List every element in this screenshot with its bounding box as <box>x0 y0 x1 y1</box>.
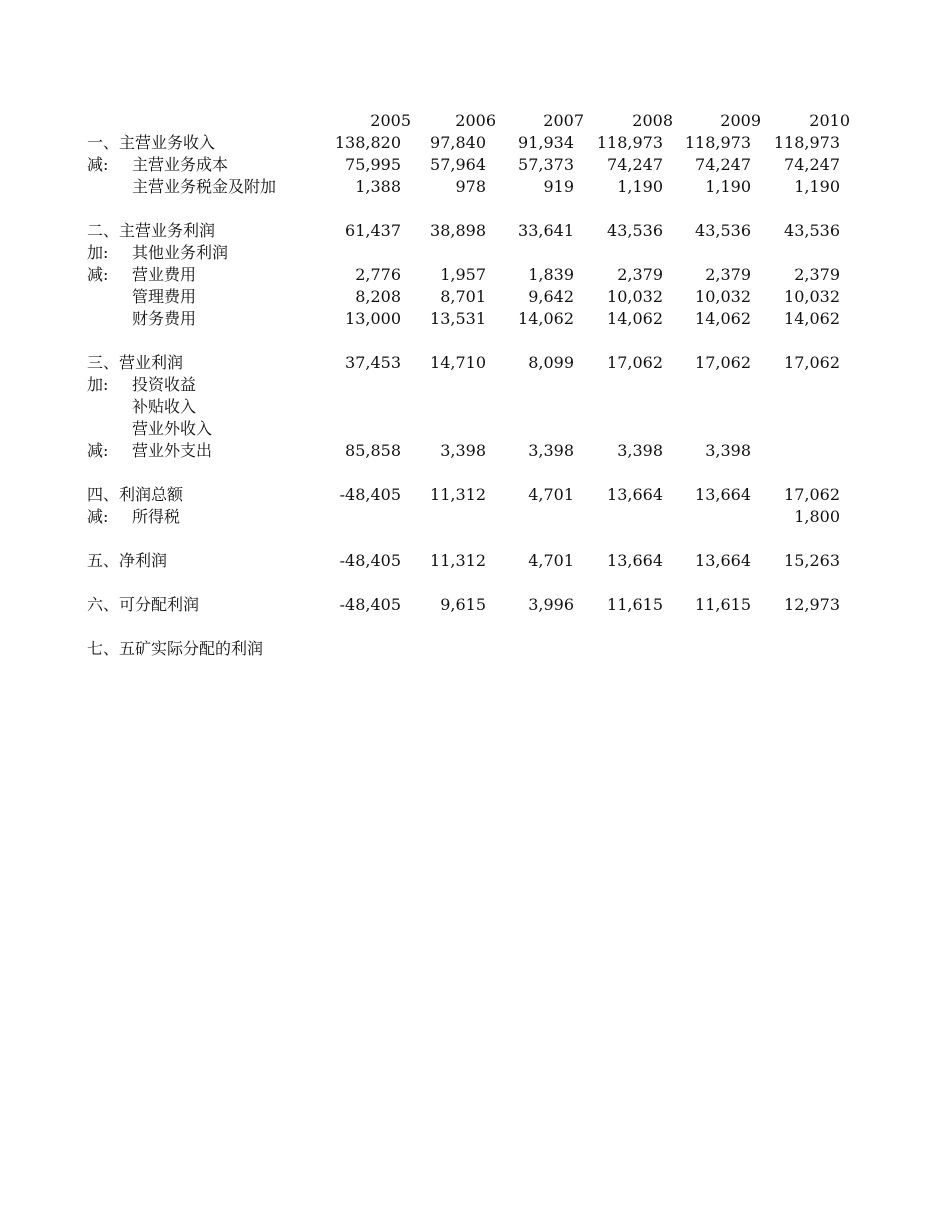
value-cell-2006: 97,840 <box>430 133 486 152</box>
row-label: 二、主营业务利润 <box>87 221 216 240</box>
value-cell-2005: 8,208 <box>355 287 401 306</box>
value-cell-2008: 74,247 <box>607 155 663 174</box>
year-header-2008: 2008 <box>632 111 673 130</box>
statement-row <box>0 286 950 308</box>
value-cell-2005: 75,995 <box>345 155 401 174</box>
row-label: 三、营业利润 <box>87 353 184 372</box>
value-cell-2009: 13,664 <box>695 485 751 504</box>
statement-row <box>0 396 950 418</box>
statement-row <box>0 242 950 264</box>
row-label: 七、五矿实际分配的利润 <box>87 639 264 658</box>
row-label: 营业外支出 <box>132 441 213 460</box>
statement-row <box>0 176 950 198</box>
value-cell-2008: 43,536 <box>607 221 663 240</box>
value-cell-2010: 14,062 <box>784 309 840 328</box>
value-cell-2010 <box>730 418 840 440</box>
row-prefix: 加: <box>87 375 109 394</box>
statement-row <box>0 132 950 154</box>
statement-row <box>0 374 950 396</box>
statement-row <box>0 484 950 506</box>
value-cell-2005: 1,388 <box>355 177 401 196</box>
value-cell-2010 <box>730 440 840 462</box>
value-cell-2005: 138,820 <box>334 133 401 152</box>
row-prefix: 减: <box>87 155 109 174</box>
value-cell-2010: 118,973 <box>773 133 840 152</box>
value-cell-2005: 13,000 <box>345 309 401 328</box>
value-cell-2006: 38,898 <box>430 221 486 240</box>
value-cell-2005: 2,776 <box>355 265 401 284</box>
value-cell-2006: 11,312 <box>430 485 486 504</box>
value-cell-2006: 978 <box>455 177 486 196</box>
value-cell-2010: 17,062 <box>784 353 840 372</box>
value-cell-2010: 12,973 <box>784 595 840 614</box>
row-label: 五、净利润 <box>87 551 168 570</box>
statement-row <box>0 638 950 660</box>
value-cell-2010: 2,379 <box>794 265 840 284</box>
year-header-2006: 2006 <box>455 111 496 130</box>
value-cell-2009: 10,032 <box>695 287 751 306</box>
value-cell-2010 <box>730 242 840 264</box>
value-cell-2005: -48,405 <box>339 551 401 570</box>
row-prefix: 减: <box>87 265 109 284</box>
row-label: 其他业务利润 <box>132 243 229 262</box>
value-cell-2010 <box>730 396 840 418</box>
value-cell-2007: 8,099 <box>528 353 574 372</box>
value-cell-2005: -48,405 <box>339 485 401 504</box>
value-cell-2007: 14,062 <box>518 309 574 328</box>
value-cell-2008: 1,190 <box>617 177 663 196</box>
value-cell-2007: 4,701 <box>528 485 574 504</box>
value-cell-2009: 74,247 <box>695 155 751 174</box>
value-cell-2008: 13,664 <box>607 551 663 570</box>
value-cell-2010: 43,536 <box>784 221 840 240</box>
row-label: 所得税 <box>132 507 181 526</box>
row-label: 管理费用 <box>132 287 197 306</box>
year-header-2005: 2005 <box>370 111 411 130</box>
value-cell-2006: 1,957 <box>440 265 486 284</box>
statement-row <box>0 154 950 176</box>
year-header-2009: 2009 <box>720 111 761 130</box>
value-cell-2008: 2,379 <box>617 265 663 284</box>
value-cell-2007: 33,641 <box>518 221 574 240</box>
value-cell-2008: 10,032 <box>607 287 663 306</box>
value-cell-2007: 3,996 <box>528 595 574 614</box>
value-cell-2009: 11,615 <box>695 595 751 614</box>
value-cell-2006: 9,615 <box>440 595 486 614</box>
row-label: 补贴收入 <box>132 397 197 416</box>
value-cell-2007: 3,398 <box>528 441 574 460</box>
value-cell-2009: 13,664 <box>695 551 751 570</box>
value-cell-2008: 13,664 <box>607 485 663 504</box>
value-cell-2005: -48,405 <box>339 595 401 614</box>
value-cell-2006: 13,531 <box>430 309 486 328</box>
row-label: 营业费用 <box>132 265 197 284</box>
value-cell-2009: 43,536 <box>695 221 751 240</box>
row-label: 六、可分配利润 <box>87 595 200 614</box>
value-cell-2007: 9,642 <box>528 287 574 306</box>
value-cell-2010: 17,062 <box>784 485 840 504</box>
row-prefix: 减: <box>87 441 109 460</box>
year-header-row <box>0 110 950 132</box>
row-label: 财务费用 <box>132 309 197 328</box>
row-label: 四、利润总额 <box>87 485 184 504</box>
value-cell-2006: 3,398 <box>440 441 486 460</box>
statement-row <box>0 264 950 286</box>
row-label: 投资收益 <box>132 375 197 394</box>
statement-row <box>0 506 950 528</box>
value-cell-2008: 3,398 <box>617 441 663 460</box>
statement-row <box>0 352 950 374</box>
value-cell-2010: 15,263 <box>784 551 840 570</box>
value-cell-2007: 1,839 <box>528 265 574 284</box>
value-cell-2009: 118,973 <box>684 133 751 152</box>
value-cell-2009: 1,190 <box>705 177 751 196</box>
statement-row <box>0 418 950 440</box>
value-cell-2008: 17,062 <box>607 353 663 372</box>
row-label: 主营业务税金及附加 <box>132 177 277 196</box>
value-cell-2009: 14,062 <box>695 309 751 328</box>
year-header-2010: 2010 <box>809 111 850 130</box>
value-cell-2009: 3,398 <box>705 441 751 460</box>
value-cell-2009: 2,379 <box>705 265 751 284</box>
value-cell-2005: 37,453 <box>345 353 401 372</box>
value-cell-2008: 118,973 <box>596 133 663 152</box>
value-cell-2009: 17,062 <box>695 353 751 372</box>
row-label: 主营业务成本 <box>132 155 229 174</box>
value-cell-2007: 4,701 <box>528 551 574 570</box>
value-cell-2006: 11,312 <box>430 551 486 570</box>
value-cell-2006: 8,701 <box>440 287 486 306</box>
value-cell-2010: 1,800 <box>794 507 840 526</box>
statement-row <box>0 308 950 330</box>
value-cell-2010: 74,247 <box>784 155 840 174</box>
statement-row <box>0 220 950 242</box>
row-prefix: 加: <box>87 243 109 262</box>
value-cell-2005: 61,437 <box>345 221 401 240</box>
year-header-2007: 2007 <box>543 111 584 130</box>
value-cell-2007: 91,934 <box>518 133 574 152</box>
row-label: 一、主营业务收入 <box>87 133 216 152</box>
value-cell-2010: 1,190 <box>794 177 840 196</box>
statement-row <box>0 594 950 616</box>
row-label: 营业外收入 <box>132 419 213 438</box>
statement-row <box>0 440 950 462</box>
value-cell-2010 <box>730 374 840 396</box>
value-cell-2006: 14,710 <box>430 353 486 372</box>
value-cell-2010: 10,032 <box>784 287 840 306</box>
value-cell-2008: 11,615 <box>607 595 663 614</box>
value-cell-2010 <box>730 638 840 660</box>
statement-row <box>0 550 950 572</box>
value-cell-2007: 919 <box>543 177 574 196</box>
value-cell-2005: 85,858 <box>345 441 401 460</box>
row-prefix: 减: <box>87 507 109 526</box>
value-cell-2006: 57,964 <box>430 155 486 174</box>
value-cell-2007: 57,373 <box>518 155 574 174</box>
value-cell-2008: 14,062 <box>607 309 663 328</box>
